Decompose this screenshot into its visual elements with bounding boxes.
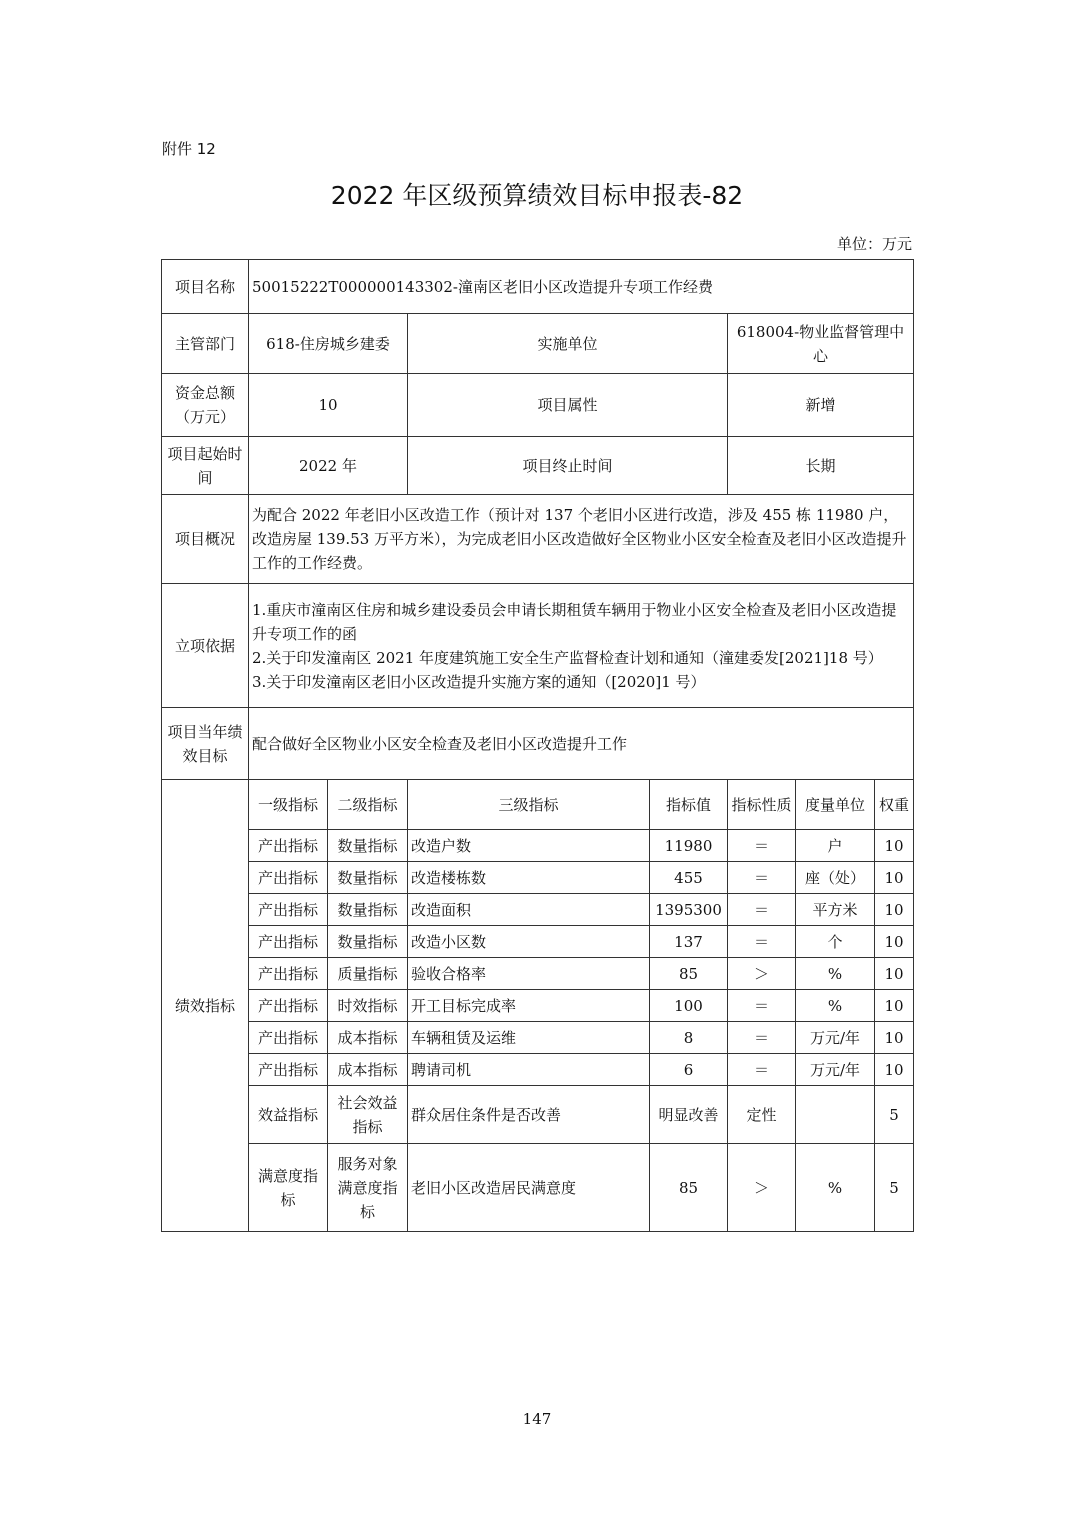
unit-cell: 座（处） [796, 862, 875, 894]
level1-cell: 产出指标 [249, 926, 328, 958]
unit-cell [796, 1086, 875, 1144]
unit-cell: 万元/年 [796, 1054, 875, 1086]
unit-cell: 万元/年 [796, 1022, 875, 1054]
impl-unit-label: 实施单位 [408, 314, 728, 374]
level1-cell: 满意度指标 [249, 1144, 328, 1232]
level3-cell: 群众居住条件是否改善 [408, 1086, 650, 1144]
basis-line: 3.关于印发潼南区老旧小区改造提升实施方案的通知（[2020]1 号） [252, 672, 706, 691]
basis-label: 立项依据 [162, 584, 249, 708]
level2-cell: 社会效益指标 [328, 1086, 408, 1144]
nature-cell: ＝ [728, 1022, 796, 1054]
indicator-row [162, 830, 914, 862]
level2-cell: 数量指标 [328, 894, 408, 926]
header-cell: 度量单位 [796, 780, 875, 830]
level2-cell: 质量指标 [328, 958, 408, 990]
level1-cell: 产出指标 [249, 862, 328, 894]
weight-cell: 10 [875, 958, 914, 990]
level3-cell: 老旧小区改造居民满意度 [408, 1144, 650, 1232]
level3-cell: 聘请司机 [408, 1054, 650, 1086]
value-cell: 6 [650, 1054, 728, 1086]
overview-label: 项目概况 [162, 495, 249, 584]
weight-cell: 5 [875, 1144, 914, 1232]
level2-cell: 成本指标 [328, 1022, 408, 1054]
header-cell: 指标值 [650, 780, 728, 830]
unit-cell: % [796, 1144, 875, 1232]
nature-cell: ＝ [728, 894, 796, 926]
funds-value: 10 [249, 374, 408, 437]
level1-cell: 产出指标 [249, 990, 328, 1022]
budget-table [161, 259, 914, 1232]
nature-cell: 定性 [728, 1086, 796, 1144]
level3-cell: 改造户数 [408, 830, 650, 862]
end-label: 项目终止时间 [408, 437, 728, 495]
header-cell: 指标性质 [728, 780, 796, 830]
nature-cell: ＞ [728, 1144, 796, 1232]
nature-cell: ＝ [728, 990, 796, 1022]
header-cell: 二级指标 [328, 780, 408, 830]
project-name-label: 项目名称 [162, 260, 249, 314]
weight-cell: 10 [875, 1022, 914, 1054]
basis-line: 2.关于印发潼南区 2021 年度建筑施工安全生产监督检查计划和通知（潼建委发[2021]18 号） [252, 648, 883, 667]
nature-cell: ＝ [728, 862, 796, 894]
overview-value: 为配合 2022 年老旧小区改造工作（预计对 137 个老旧小区进行改造，涉及 455 栋 11980 户，改造房屋 139.53 万平方米），为完成老旧小区改造做好全区物业小区安全检查及老旧小区改造提升工作的工作经费。 [249, 495, 914, 584]
weight-cell: 10 [875, 990, 914, 1022]
weight-cell: 10 [875, 1054, 914, 1086]
unit-cell: % [796, 990, 875, 1022]
nature-cell: ＞ [728, 958, 796, 990]
level3-cell: 改造楼栋数 [408, 862, 650, 894]
value-cell: 85 [650, 958, 728, 990]
unit-label: 单位：万元 [836, 235, 912, 253]
indicator-row [162, 1054, 914, 1086]
weight-cell: 5 [875, 1086, 914, 1144]
basis-line: 1.重庆市潼南区住房和城乡建设委员会申请长期租赁车辆用于物业小区安全检查及老旧小区改造提升专项工作的函 [252, 600, 897, 643]
indicator-row [162, 862, 914, 894]
value-cell: 明显改善 [650, 1086, 728, 1144]
attribute-label: 项目属性 [408, 374, 728, 437]
header-cell: 一级指标 [249, 780, 328, 830]
funds-label: 资金总额（万元） [162, 374, 249, 437]
nature-cell: ＝ [728, 830, 796, 862]
value-cell: 137 [650, 926, 728, 958]
weight-cell: 10 [875, 830, 914, 862]
basis-value [249, 584, 914, 708]
value-cell: 100 [650, 990, 728, 1022]
dept-value: 618-住房城乡建委 [249, 314, 408, 374]
indicator-row [162, 990, 914, 1022]
unit-cell: 平方米 [796, 894, 875, 926]
value-cell: 455 [650, 862, 728, 894]
level2-cell: 服务对象满意度指标 [328, 1144, 408, 1232]
level3-cell: 开工目标完成率 [408, 990, 650, 1022]
nature-cell: ＝ [728, 926, 796, 958]
indicator-row [162, 1144, 914, 1232]
level2-cell: 时效指标 [328, 990, 408, 1022]
goal-value: 配合做好全区物业小区安全检查及老旧小区改造提升工作 [249, 708, 914, 780]
weight-cell: 10 [875, 862, 914, 894]
level1-cell: 产出指标 [249, 1022, 328, 1054]
goal-label: 项目当年绩效目标 [162, 708, 249, 780]
level2-cell: 数量指标 [328, 926, 408, 958]
unit-cell: % [796, 958, 875, 990]
indicator-row [162, 1086, 914, 1144]
indicator-row [162, 926, 914, 958]
page-number: 147 [522, 1410, 552, 1428]
nature-cell: ＝ [728, 1054, 796, 1086]
indicator-header-row [162, 780, 914, 830]
impl-unit-value: 618004-物业监督管理中心 [728, 314, 914, 374]
indicator-row [162, 1022, 914, 1054]
level3-cell: 改造面积 [408, 894, 650, 926]
level3-cell: 验收合格率 [408, 958, 650, 990]
level1-cell: 产出指标 [249, 958, 328, 990]
project-name-value: 50015222T000000143302-潼南区老旧小区改造提升专项工作经费 [249, 260, 914, 314]
indicator-row [162, 894, 914, 926]
value-cell: 8 [650, 1022, 728, 1054]
value-cell: 85 [650, 1144, 728, 1232]
indicator-row [162, 958, 914, 990]
start-value: 2022 年 [249, 437, 408, 495]
weight-cell: 10 [875, 894, 914, 926]
level2-cell: 成本指标 [328, 1054, 408, 1086]
level2-cell: 数量指标 [328, 830, 408, 862]
level2-cell: 数量指标 [328, 862, 408, 894]
header-cell: 权重 [875, 780, 914, 830]
unit-cell: 个 [796, 926, 875, 958]
level1-cell: 效益指标 [249, 1086, 328, 1144]
unit-cell: 户 [796, 830, 875, 862]
page-title: 2022 年区级预算绩效目标申报表-82 [330, 181, 744, 210]
attribute-value: 新增 [728, 374, 914, 437]
dept-label: 主管部门 [162, 314, 249, 374]
level1-cell: 产出指标 [249, 894, 328, 926]
attachment-label: 附件 12 [162, 140, 216, 158]
start-label: 项目起始时间 [162, 437, 249, 495]
value-cell: 1395300 [650, 894, 728, 926]
level3-cell: 车辆租赁及运维 [408, 1022, 650, 1054]
indicators-label: 绩效指标 [162, 780, 249, 1232]
level3-cell: 改造小区数 [408, 926, 650, 958]
end-value: 长期 [728, 437, 914, 495]
level1-cell: 产出指标 [249, 830, 328, 862]
header-cell: 三级指标 [408, 780, 650, 830]
level1-cell: 产出指标 [249, 1054, 328, 1086]
weight-cell: 10 [875, 926, 914, 958]
value-cell: 11980 [650, 830, 728, 862]
